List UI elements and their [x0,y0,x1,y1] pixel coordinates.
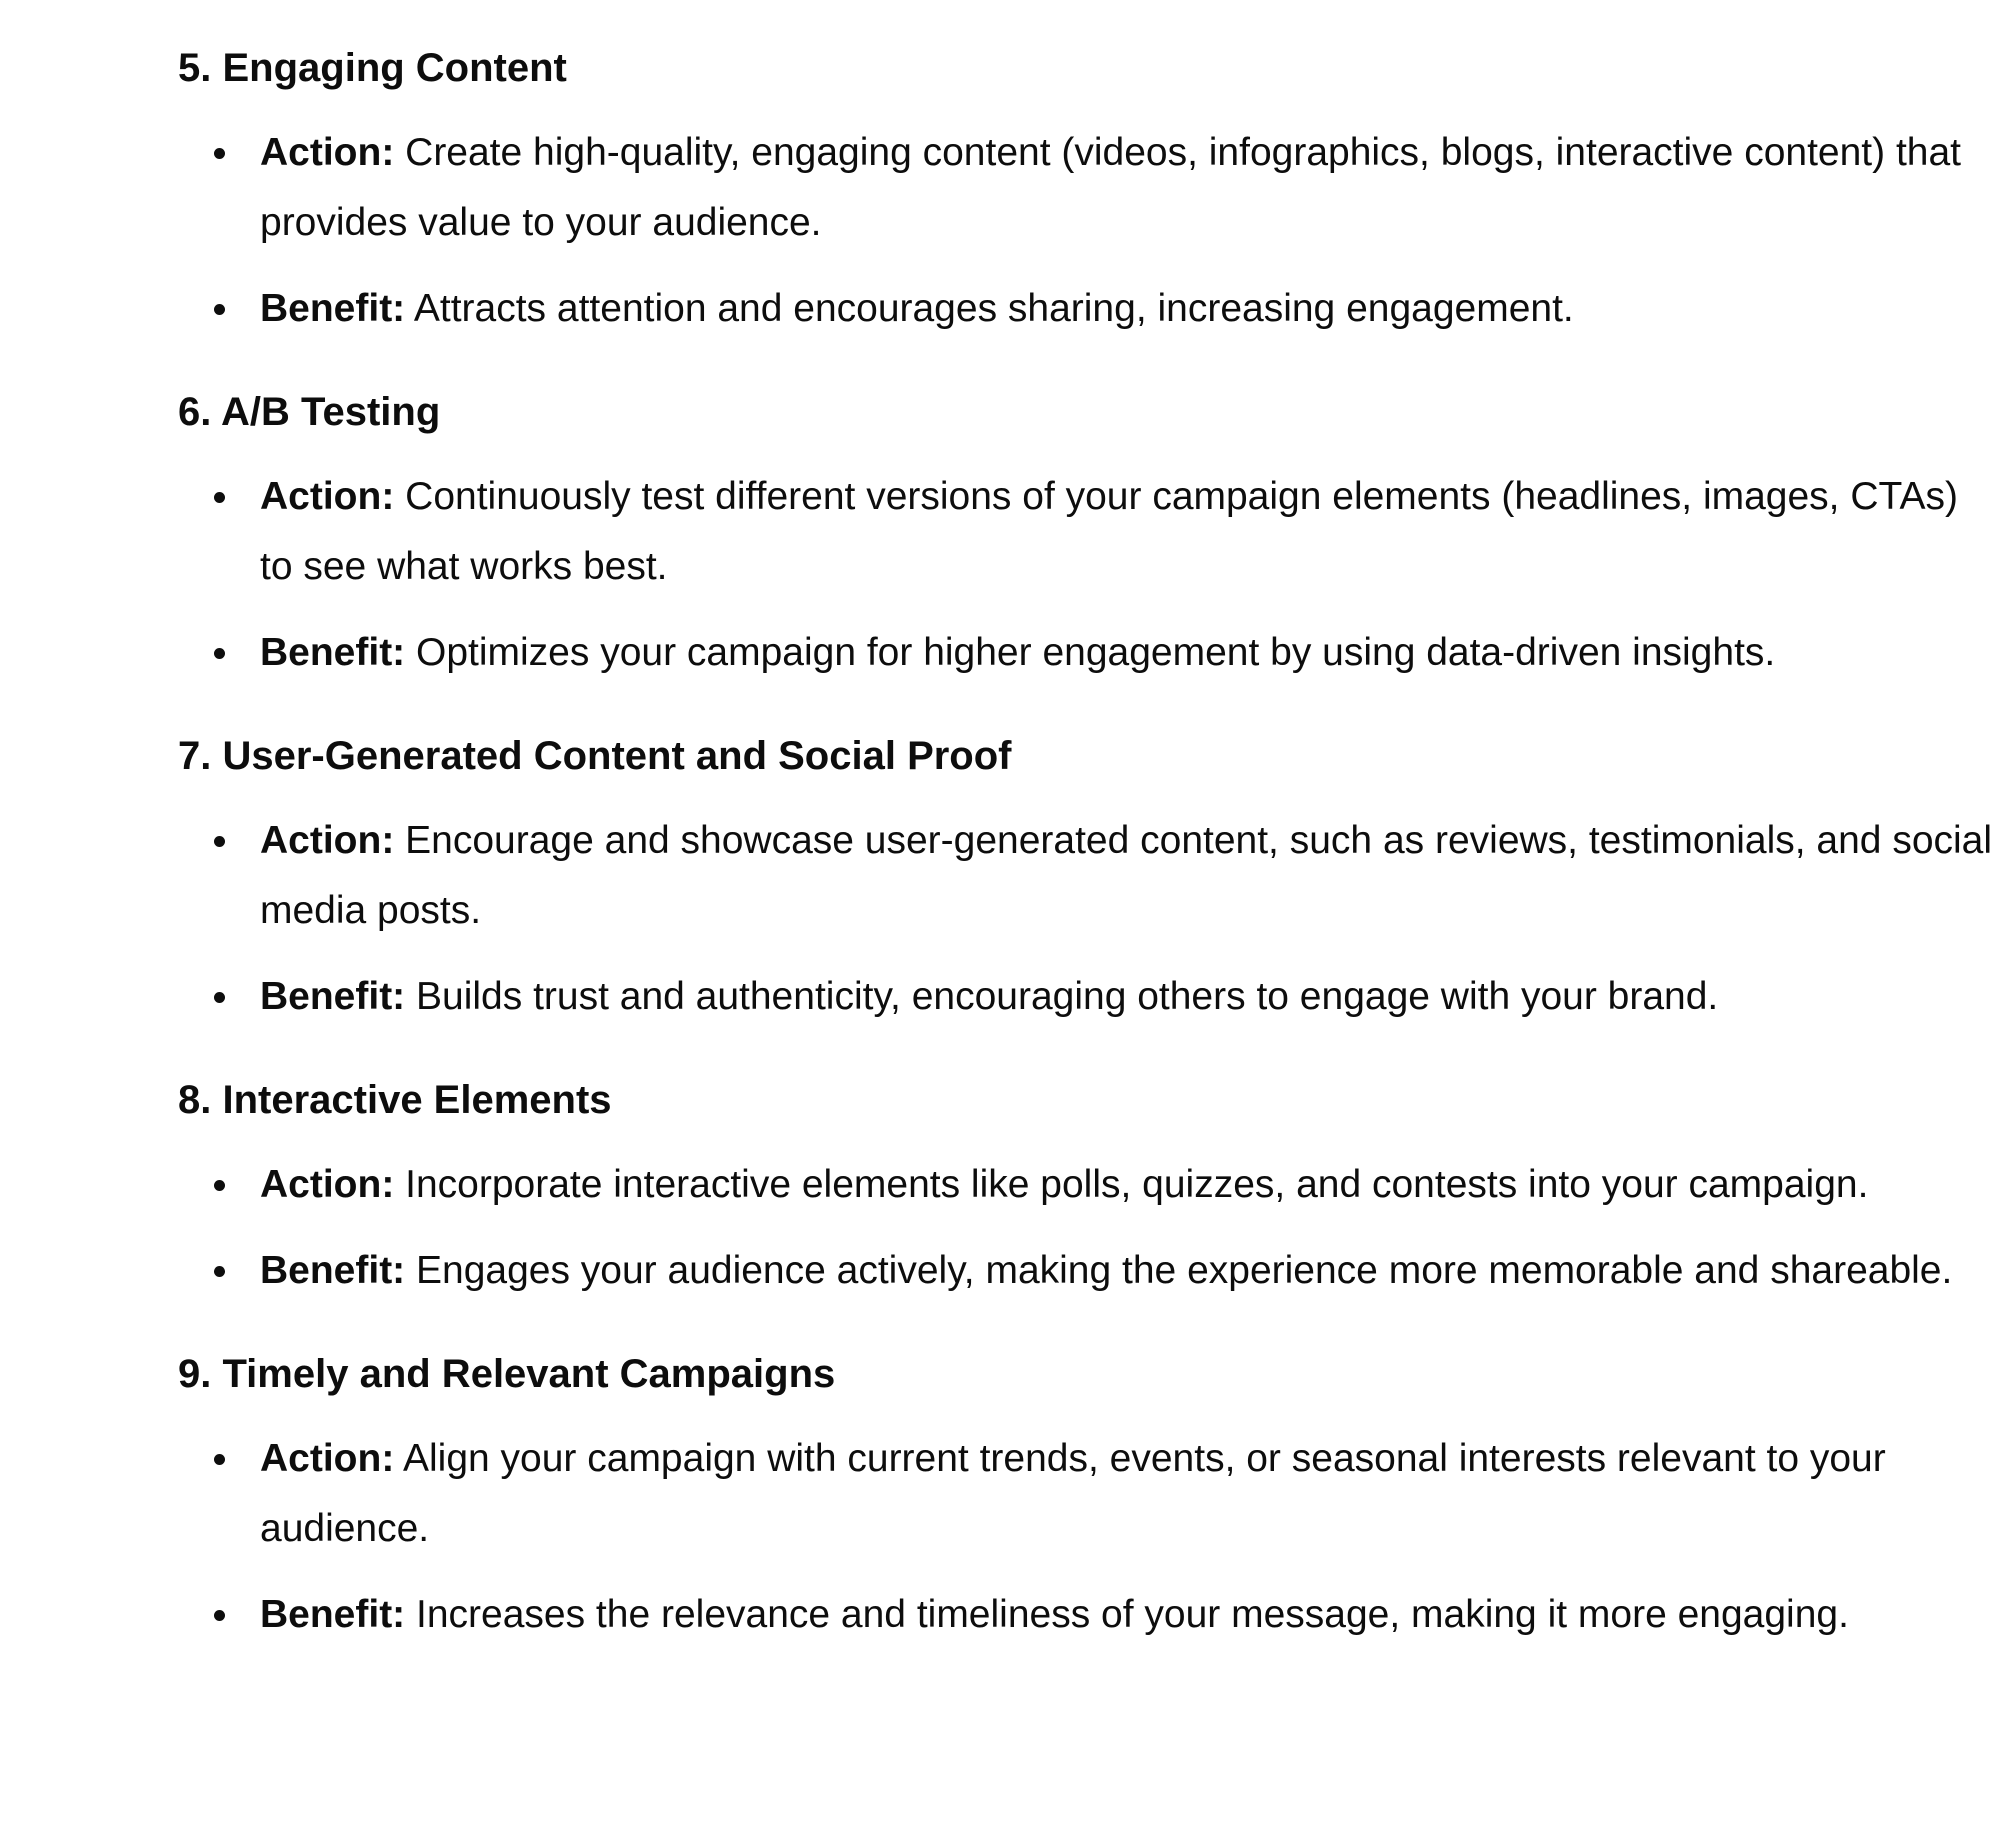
bullet-icon [214,992,225,1003]
item-text: Encourage and showcase user-generated content, such as reviews, testimonials, and social media posts. [260,819,1993,932]
bullet-icon [214,836,225,847]
bullet-list [178,806,2000,1032]
bullet-icon [214,648,225,659]
bullet-icon [214,492,225,503]
bullet-list [178,462,2000,688]
item-label: Action: [260,1163,395,1206]
item-text: Builds trust and authenticity, encouraging others to engage with your brand. [405,975,1719,1018]
item-text: Increases the relevance and timeliness of your message, making it more engaging. [405,1593,1849,1636]
item-label: Action: [260,131,395,174]
bullet-icon [214,1454,225,1465]
item-label: Benefit: [260,1593,406,1636]
item-label: Benefit: [260,1249,406,1292]
section-interactive-elements [178,1032,2000,1306]
bullet-icon [214,1266,225,1277]
section-heading: 9. Timely and Relevant Campaigns [178,1352,836,1396]
item-text: Incorporate interactive elements like polls, quizzes, and contests into your campaign. [394,1163,1869,1206]
item-label: Benefit: [260,975,406,1018]
bullet-list [178,1150,2000,1306]
list-item [178,1150,2000,1220]
list-item [178,1236,2000,1306]
list-item [178,274,2000,344]
list-item [178,1580,2000,1650]
bullet-icon [214,304,225,315]
item-label: Benefit: [260,287,406,330]
section-heading: 6. A/B Testing [178,390,441,434]
section-heading: 8. Interactive Elements [178,1078,612,1122]
bullet-icon [214,1180,225,1191]
section-heading: 7. User-Generated Content and Social Proof [178,734,1012,778]
bullet-icon [214,1610,225,1621]
item-label: Action: [260,475,395,518]
item-text: Attracts attention and encourages sharing, increasing engagement. [405,287,1574,330]
list-item [178,1424,2000,1564]
document-body [178,0,2000,1650]
bullet-list [178,1424,2000,1650]
list-item [178,118,2000,258]
item-text: Continuously test different versions of your campaign elements (headlines, images, CTAs) to see what works best. [260,475,1958,588]
bullet-icon [214,148,225,159]
section-timely-campaigns [178,1306,2000,1650]
item-text: Create high-quality, engaging content (videos, infographics, blogs, interactive content) that provides value to your audience. [260,131,1962,244]
section-engaging-content [178,0,2000,344]
item-text: Engages your audience actively, making the experience more memorable and shareable. [405,1249,1953,1292]
list-item [178,962,2000,1032]
list-item [178,462,2000,602]
bullet-list [178,118,2000,344]
item-text: Optimizes your campaign for higher engagement by using data-driven insights. [405,631,1776,674]
list-item [178,618,2000,688]
section-heading: 5. Engaging Content [178,46,567,90]
section-ab-testing [178,344,2000,688]
list-item [178,806,2000,946]
item-text: Align your campaign with current trends, events, or seasonal interests relevant to your audience. [260,1437,1886,1550]
section-user-generated-content [178,688,2000,1032]
item-label: Benefit: [260,631,406,674]
item-label: Action: [260,1437,395,1480]
item-label: Action: [260,819,395,862]
